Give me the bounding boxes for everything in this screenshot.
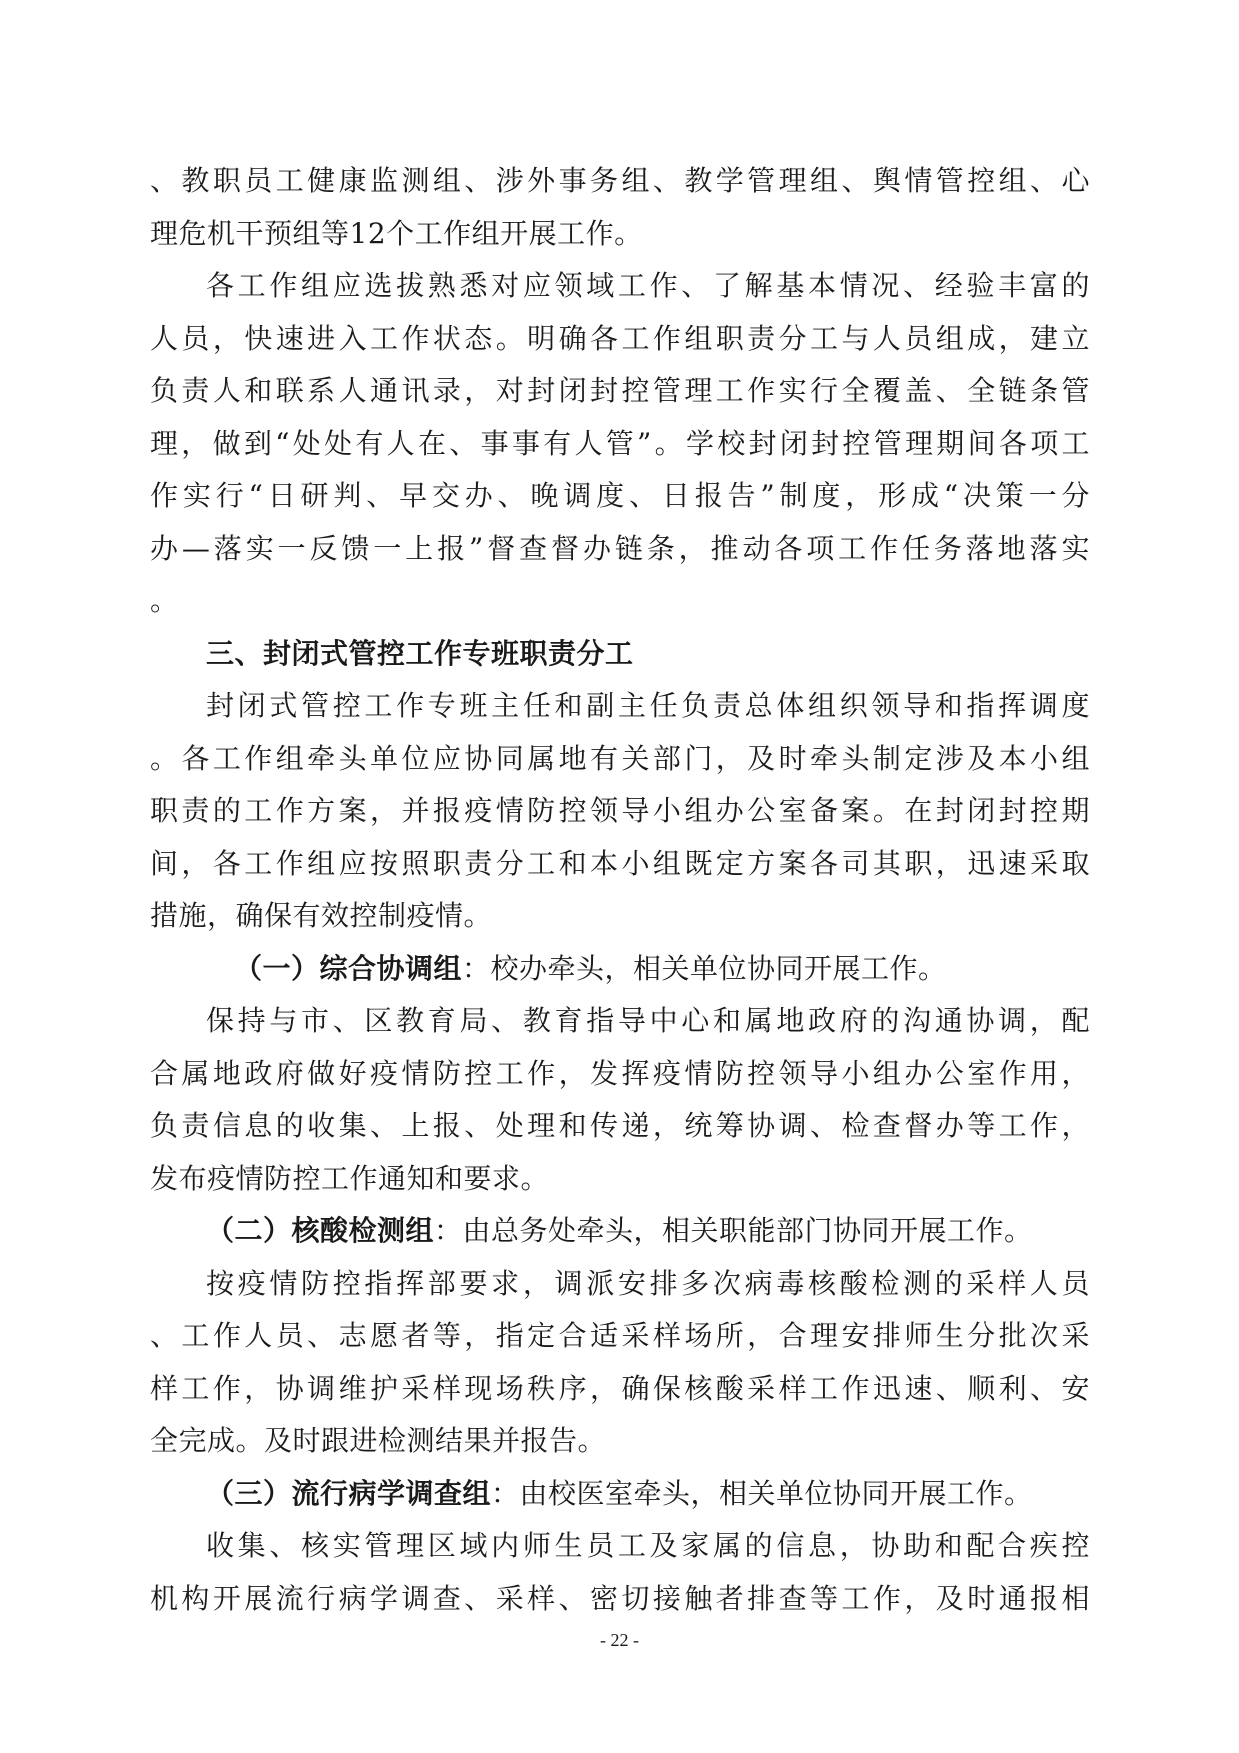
group-lead: ：由总务处牵头，相关职能部门协同开展工作。 — [434, 1214, 1033, 1247]
group-heading-3 — [150, 1468, 1090, 1521]
text-line: 作实行“日研判、早交办、晚调度、日报告”制度，形成“决策一分 — [150, 479, 1090, 512]
group-heading-1 — [150, 943, 1090, 996]
group-heading-2 — [150, 1205, 1090, 1258]
text-line: 办—落实一反馈一上报”督查督办链条，推动各项工作任务落地落实 — [150, 531, 1090, 565]
text-line: 措施，确保有效控制疫情。 — [150, 899, 493, 932]
paragraph-start: 按疫情防控指挥部要求，调派安排多次病毒核酸检测的采样人员 — [206, 1266, 1090, 1300]
text-line: 、教职员工健康监测组、涉外事务组、教学管理组、舆情管控组、心 — [150, 164, 1090, 197]
text-line: 负责人和联系人通讯录，对封闭封控管理工作实行全覆盖、全链条管 — [150, 374, 1090, 407]
text-line: 机构开展流行病学调查、采样、密切接触者排查等工作，及时通报相 — [150, 1581, 1090, 1615]
text-line: 。各工作组牵头单位应协同属地有关部门，及时牵头制定涉及本小组 — [150, 741, 1090, 775]
text-line: 间，各工作组应按照职责分工和本小组既定方案各司其职，迅速采取 — [150, 846, 1090, 880]
document-body — [150, 155, 1090, 1625]
text-line: 样工作，协调维护采样现场秩序，确保核酸采样工作迅速、顺利、安 — [150, 1371, 1090, 1405]
group-lead: ：由校医室牵头，相关单位协同开展工作。 — [491, 1476, 1033, 1510]
text-line: 职责的工作方案，并报疫情防控领导小组办公室备案。在封闭封控期 — [150, 794, 1090, 827]
paragraph-start: 收集、核实管理区域内师生员工及家属的信息，协助和配合疾控 — [206, 1529, 1090, 1562]
group-lead: ：校办牵头，相关单位协同开展工作。 — [462, 951, 947, 985]
paragraph-start: 封闭式管控工作专班主任和副主任负责总体组织领导和指挥调度 — [206, 689, 1090, 722]
text-line: 人员，快速进入工作状态。明确各工作组职责分工与人员组成，建立 — [150, 321, 1090, 355]
text-line: 全完成。及时跟进检测结果并报告。 — [150, 1424, 607, 1457]
text-line: 负责信息的收集、上报、处理和传递，统筹协调、检查督办等工作， — [150, 1109, 1090, 1142]
paragraph-start: 保持与市、区教育局、教育指导中心和属地政府的沟通协调，配 — [206, 1004, 1090, 1037]
paragraph-start: 各工作组应选拔熟悉对应领域工作、了解基本情况、经验丰富的 — [206, 269, 1090, 302]
page-number: - 22 - — [600, 1630, 639, 1650]
text-line: 、工作人员、志愿者等，指定合适采样场所，合理安排师生分批次采 — [150, 1319, 1090, 1352]
group-title: （三）流行病学调查组 — [206, 1476, 492, 1510]
group-title: （二）核酸检测组 — [206, 1214, 435, 1247]
text-line: 理危机干预组等12个工作组开展工作。 — [150, 216, 643, 250]
group-title: （一）综合协调组 — [234, 951, 463, 985]
section-heading: 三、封闭式管控工作专班职责分工 — [206, 636, 634, 670]
text-line: 合属地政府做好疫情防控工作，发挥疫情防控领导小组办公室作用， — [150, 1056, 1090, 1090]
text-line: 发布疫情防控工作通知和要求。 — [150, 1161, 550, 1195]
text-line: 。 — [150, 584, 179, 617]
text-line: 理，做到“处处有人在、事事有人管”。学校封闭封控管理期间各项工 — [150, 426, 1090, 460]
